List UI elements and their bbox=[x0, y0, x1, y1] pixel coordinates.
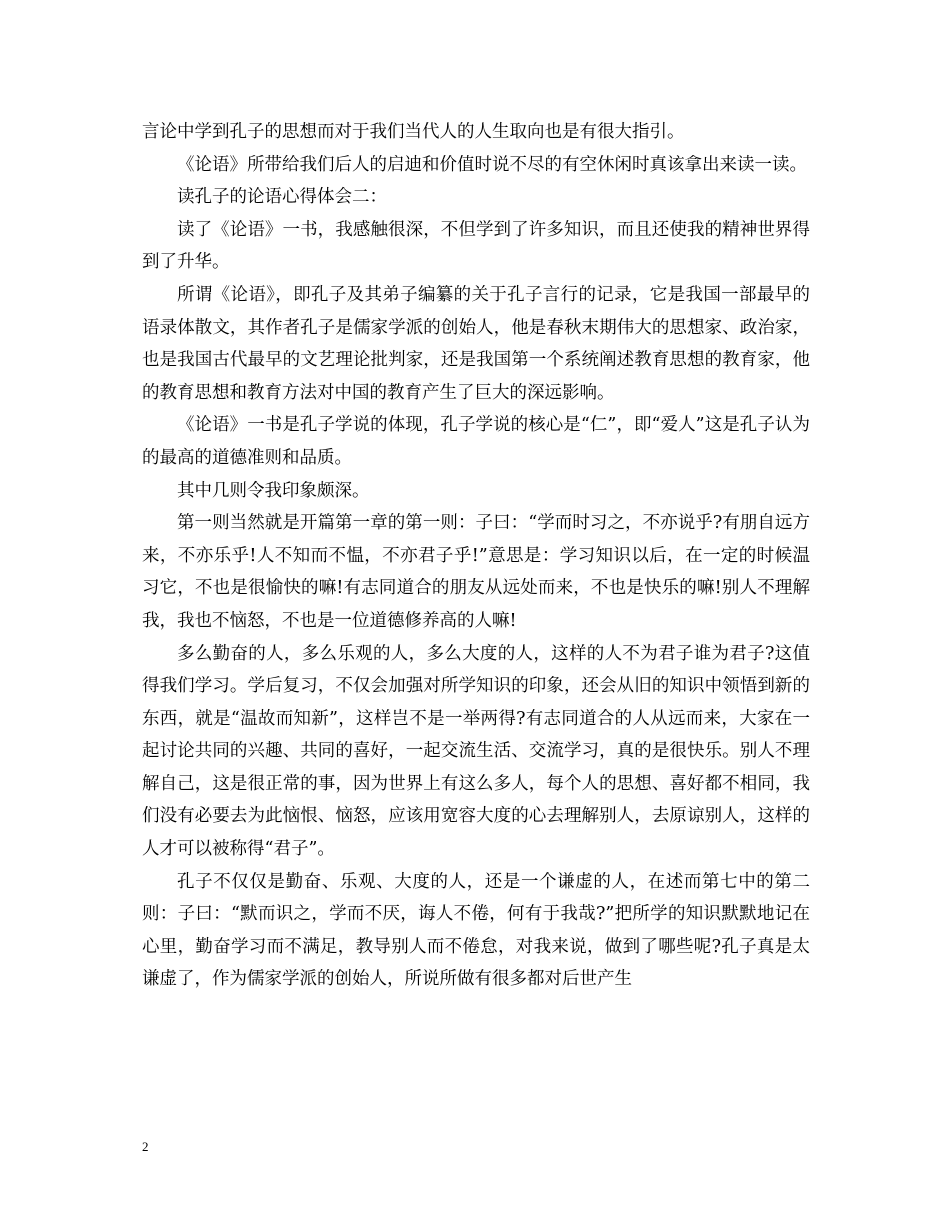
paragraph: 多么勤奋的人，多么乐观的人，多么大度的人，这样的人不为君子谁为君子?这值得我们学习。学后复习，不仅会加强对所学知识的印象，还会从旧的知识中领悟到新的东西，就是“温故而知新”，这样岂不是一举两得?有志同道合的人从远而来，大家在一起讨论共同的兴趣、共同的喜好，一起交流生活、交流学习，真的是很快乐。别人不理解自己，这是很正常的事，因为世界上有这么多人，每个人的思想、喜好都不相同，我们没有必要去为此恼恨、恼怒，应该用宽容大度的心去理解别人，去原谅别人，这样的人才可以被称得“君子”。 bbox=[142, 643, 810, 860]
paragraph: 其中几则令我印象颇深。 bbox=[177, 480, 370, 501]
paragraph: 《论语》所带给我们后人的启迪和价值时说不尽的有空休闲时真该拿出来读一读。 bbox=[177, 154, 807, 175]
paragraph: 读了《论语》一书，我感触很深，不但学到了许多知识，而且还使我的精神世界得到了升华。 bbox=[142, 219, 810, 273]
paragraph-continuation: 言论中学到孔子的思想而对于我们当代人的人生取向也是有很大指引。 bbox=[142, 122, 685, 142]
paragraph: 所谓《论语》，即孔子及其弟子编纂的关于孔子言行的记录，它是我国一部最早的语录体散文，其作者孔子是儒家学派的创始人，他是春秋末期伟大的思想家、政治家，也是我国古代最早的文艺理论批判家，还是我国第一个系统阐述教育思想的教育家，他的教育思想和教育方法对中国的教育产生了巨大的深远影响。 bbox=[142, 284, 810, 403]
page-number: 2 bbox=[142, 1139, 149, 1154]
section-heading: 读孔子的论语心得体会二： bbox=[177, 187, 387, 208]
paragraph: 第一则当然就是开篇第一章的第一则：子曰：“学而时习之，不亦说乎?有朋自远方来，不亦乐乎!人不知而不愠，不亦君子乎!”意思是：学习知识以后，在一定的时候温习它，不也是很愉快的嘛!有志同道合的朋友从远处而来，不也是快乐的嘛!别人不理解我，我也不恼怒，不也是一位道德修养高的人嘛! bbox=[142, 513, 810, 631]
page-body bbox=[142, 116, 810, 996]
paragraph: 孔子不仅仅是勤奋、乐观、大度的人，还是一个谦虚的人，在述而第七中的第二则：子曰：“默而识之，学而不厌，诲人不倦，何有于我哉?”把所学的知识默默地记在心里，勤奋学习而不满足，教导别人而不倦怠，对我来说，做到了哪些呢?孔子真是太谦虚了，作为儒家学派的创始人，所说所做有很多都对后世产生 bbox=[142, 871, 810, 990]
paragraph: 《论语》一书是孔子学说的体现，孔子学说的核心是“仁”，即“爱人”这是孔子认为的最高的道德准则和品质。 bbox=[142, 415, 810, 468]
